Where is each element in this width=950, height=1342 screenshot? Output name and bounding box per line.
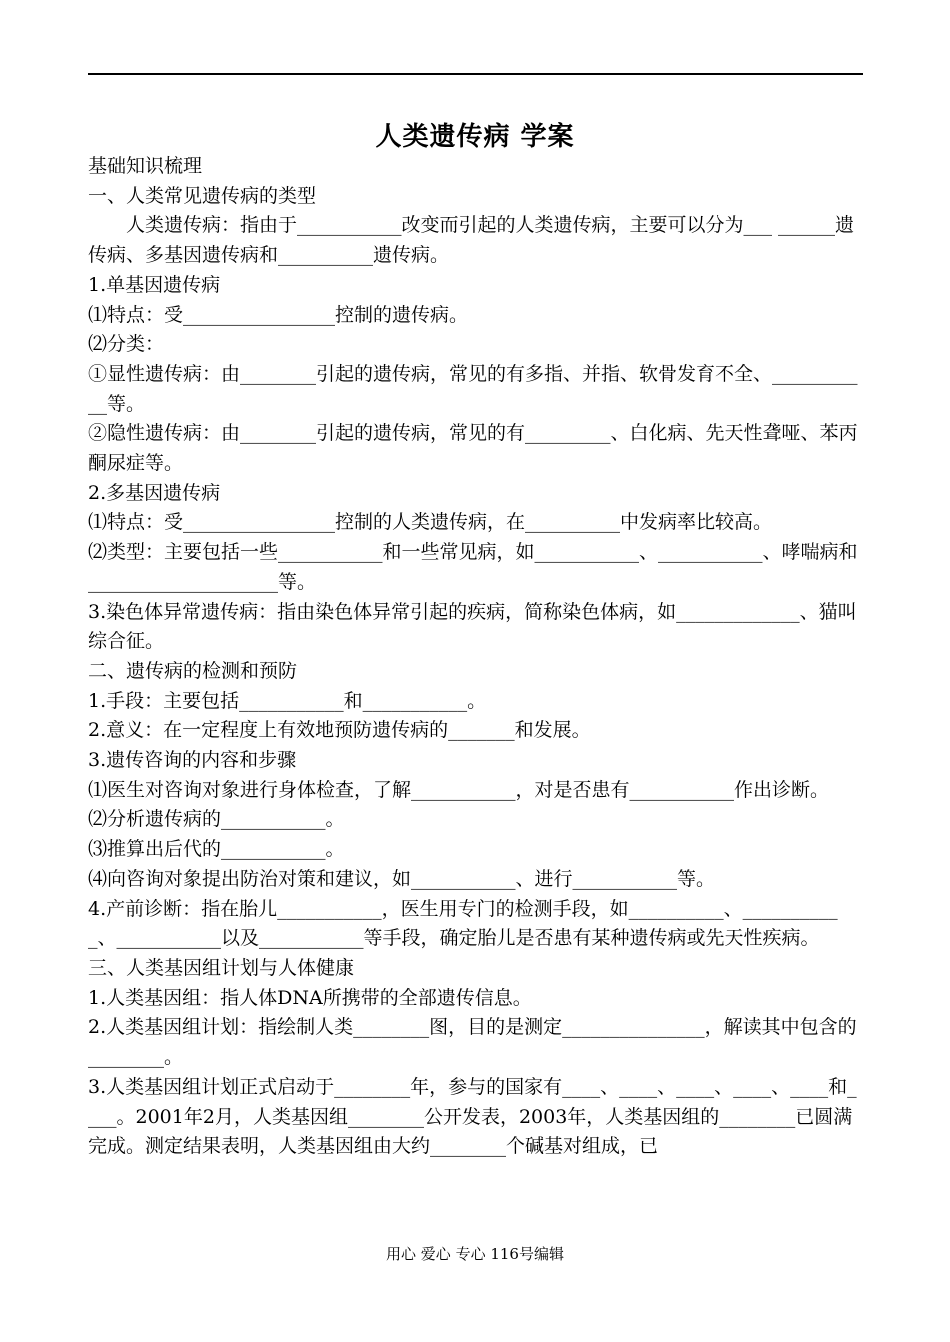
- section-heading-2: 二、遗传病的检测和预防: [88, 659, 298, 682]
- subsection-1-3: 3.染色体异常遗传病：指由染色体异常引起的疾病，简称染色体病，如_____________、猫叫综合征。: [88, 600, 857, 653]
- item-recessive: ②隐性遗传病：由________引起的遗传病，常见的有_________、白化病、先天性聋哑、苯丙酮尿症等。: [88, 422, 858, 475]
- item-consult-2: ⑵分析遗传病的___________。: [88, 808, 345, 831]
- item-polygenic-types: ⑵类型：主要包括一些___________和一些常见病，如___________、___________、哮喘病和____________________等。: [88, 541, 858, 593]
- subsection-2-4: 4.产前诊断：指在胎儿___________，医生用专门的检测手段，如__________、___________、___________以及___________等手段，确定胎儿是否患有某种遗传病或先天性疾病。: [88, 897, 838, 950]
- section-heading-intro: 基础知识梳理: [88, 155, 203, 177]
- header-rule: [88, 73, 863, 75]
- item-dominant: ①显性遗传病：由________引起的遗传病，常见的有多指、并指、软骨发育不全、___________等。: [88, 362, 858, 415]
- document-title: 人类遗传病 学案: [375, 122, 575, 152]
- subsection-3-1: 1.人类基因组：指人体DNA所携带的全部遗传信息。: [88, 986, 532, 1009]
- section-heading-3: 三、人类基因组计划与人体健康: [88, 956, 355, 979]
- item-classification: ⑵分类：: [88, 333, 165, 356]
- subsection-1-2: 2.多基因遗传病: [88, 481, 221, 504]
- document-body: [88, 152, 863, 1162]
- subsection-2-2: 2.意义：在一定程度上有效地预防遗传病的_______和发展。: [88, 719, 591, 742]
- item-consult-1: ⑴医生对咨询对象进行身体检查，了解___________，对是否患有___________作出诊断。: [88, 778, 830, 801]
- item-feature: ⑴特点：受________________控制的遗传病。: [88, 303, 469, 326]
- item-polygenic-feature: ⑴特点：受________________控制的人类遗传病，在__________中发病率比较高。: [88, 511, 773, 534]
- subsection-2-1: 1.手段：主要包括___________和___________。: [88, 689, 487, 712]
- subsection-1-1: 1.单基因遗传病: [88, 273, 221, 296]
- section-heading-1: 一、人类常见遗传病的类型: [88, 184, 317, 207]
- subsection-3-3: 3.人类基因组计划正式启动于________年，参与的国家有____、____、____、____、____和____。2001年2月，人类基因组________公开发表，2003年，人类基因组的________已圆满完成。测定结果表明，人类基因组由大约________个碱基对组成，已: [88, 1075, 857, 1158]
- subsection-2-3: 3.遗传咨询的内容和步骤: [88, 749, 297, 772]
- definition-paragraph: 人类遗传病：指由于___________改变而引起的人类遗传病，主要可以分为___ ______遗传病、多基因遗传病和__________遗传病。: [88, 214, 855, 267]
- subsection-3-2: 2.人类基因组计划：指绘制人类________图，目的是测定_______________，解读其中包含的________。: [88, 1016, 857, 1069]
- item-consult-3: ⑶推算出后代的___________。: [88, 838, 345, 861]
- item-consult-4: ⑷向咨询对象提出防治对策和建议，如___________、进行___________等。: [88, 867, 716, 890]
- page-footer: 用心 爱心 专心 116号编辑: [386, 1245, 564, 1263]
